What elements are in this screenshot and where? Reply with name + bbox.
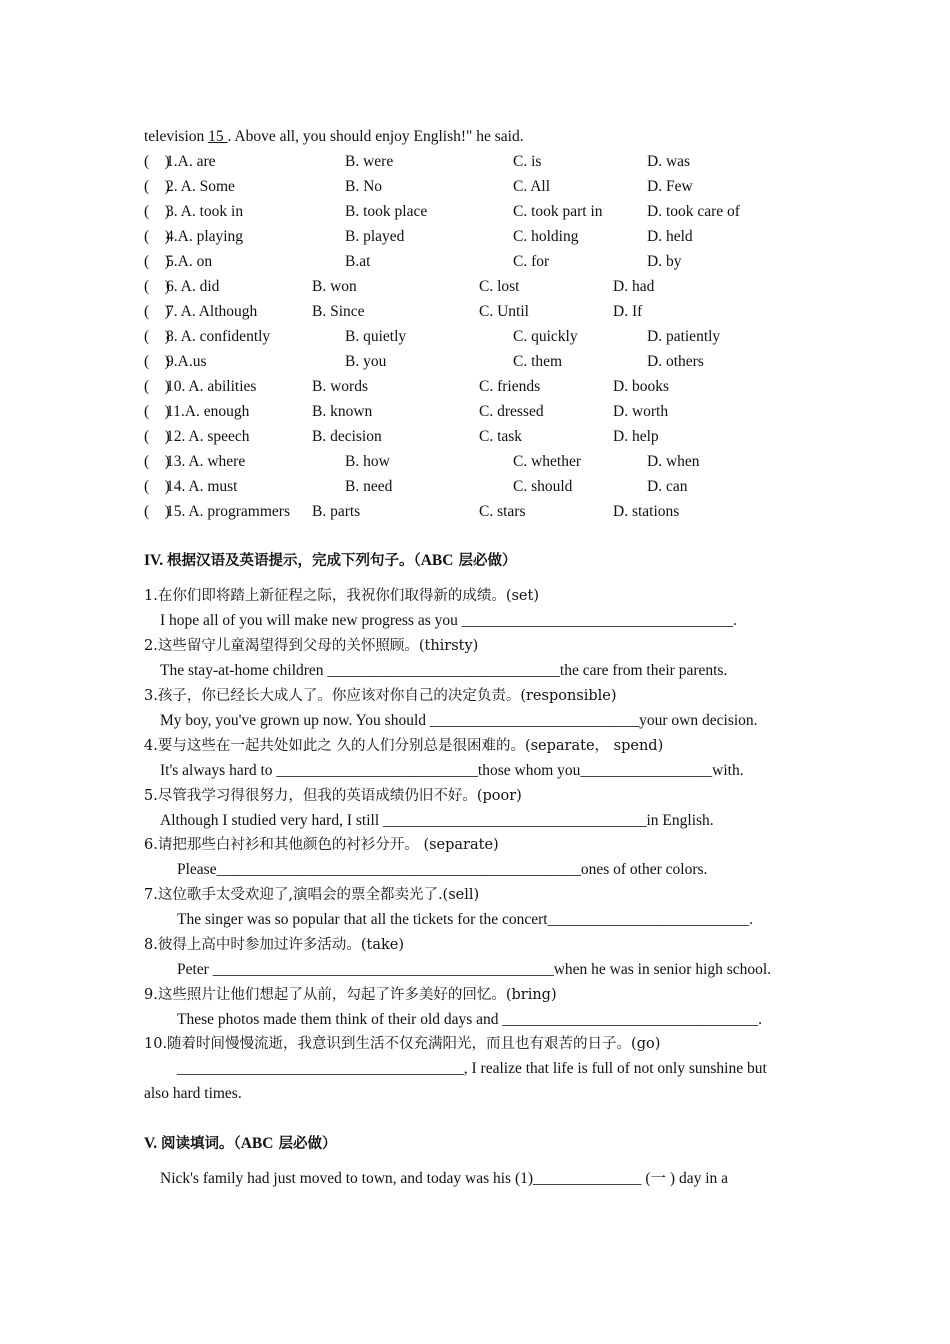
option-d: D. held bbox=[647, 228, 693, 245]
option-c: C. them bbox=[513, 353, 563, 370]
option-c: C. should bbox=[513, 478, 573, 495]
option-d: D. took care of bbox=[647, 203, 740, 220]
s4-item-1-zh: 1.在你们即将踏上新征程之际，我祝你们取得新的成绩。(set) bbox=[144, 588, 539, 604]
option-d: D. when bbox=[647, 453, 700, 470]
option-d: D. stations bbox=[613, 503, 680, 520]
option-d: D. Few bbox=[647, 178, 693, 195]
option-b: B. words bbox=[312, 378, 368, 395]
mcq-row bbox=[144, 252, 844, 272]
option-a: 2. A. Some bbox=[166, 178, 235, 195]
s4-item-7-en: The singer was so popular that all the tickets for the concert__________________________. bbox=[177, 911, 753, 928]
option-a: 9.A.us bbox=[166, 353, 207, 370]
s4-item-3-zh: 3.孩子，你已经长大成人了。你应该对你自己的决定负责。(responsible) bbox=[144, 688, 617, 704]
s4-item-8-en: Peter ____________________________________________when he was in senior high school. bbox=[177, 961, 772, 978]
option-a: 10. A. abilities bbox=[166, 378, 257, 395]
s4-item-9-zh: 9.这些照片让他们想起了从前，勾起了许多美好的回忆。(bring) bbox=[144, 987, 557, 1003]
option-c: C. stars bbox=[479, 503, 526, 520]
option-b: B. parts bbox=[312, 503, 361, 520]
section-4-heading: IV. 根据汉语及英语提示，完成下列句子。（ABC 层必做） bbox=[144, 552, 517, 569]
s4-item-10-en-cont: also hard times. bbox=[144, 1085, 242, 1102]
answer-bracket: ( ) bbox=[144, 253, 170, 270]
option-b: B.at bbox=[345, 253, 371, 270]
option-b: B. No bbox=[345, 178, 383, 195]
mcq-row bbox=[144, 502, 844, 522]
option-d: D. by bbox=[647, 253, 682, 270]
option-c: C. quickly bbox=[513, 328, 578, 345]
answer-bracket: ( ) bbox=[144, 403, 170, 420]
mcq-row bbox=[144, 302, 844, 322]
mcq-row bbox=[144, 327, 844, 347]
answer-bracket: ( ) bbox=[144, 453, 170, 470]
option-d: D. worth bbox=[613, 403, 669, 420]
mcq-row bbox=[144, 277, 844, 297]
option-b: B. you bbox=[345, 353, 387, 370]
answer-bracket: ( ) bbox=[144, 378, 170, 395]
option-b: B. quietly bbox=[345, 328, 407, 345]
option-c: C. for bbox=[513, 253, 550, 270]
s4-item-8-zh: 8.彼得上高中时参加过许多活动。(take) bbox=[144, 937, 404, 953]
option-c: C. is bbox=[513, 153, 542, 170]
answer-bracket: ( ) bbox=[144, 303, 170, 320]
option-b: B. were bbox=[345, 153, 394, 170]
option-b: B. played bbox=[345, 228, 405, 245]
option-a: 12. A. speech bbox=[166, 428, 250, 445]
answer-bracket: ( ) bbox=[144, 278, 170, 295]
mcq-row bbox=[144, 377, 844, 397]
option-c: C. lost bbox=[479, 278, 520, 295]
answer-bracket: ( ) bbox=[144, 228, 170, 245]
answer-bracket: ( ) bbox=[144, 328, 170, 345]
s4-item-6-en: Please_______________________________________________ones of other colors. bbox=[177, 861, 708, 878]
intro-text-before: television bbox=[144, 128, 209, 145]
option-d: D. others bbox=[647, 353, 704, 370]
option-c: C. took part in bbox=[513, 203, 603, 220]
s4-item-2-zh: 2.这些留守儿童渴望得到父母的关怀照顾。(thirsty) bbox=[144, 638, 479, 654]
answer-bracket: ( ) bbox=[144, 203, 170, 220]
s4-item-9-en: These photos made them think of their old days and _________________________________. bbox=[177, 1011, 763, 1028]
mcq-row bbox=[144, 177, 844, 197]
option-a: 5.A. on bbox=[166, 253, 213, 270]
mcq-row bbox=[144, 202, 844, 222]
option-b: B. need bbox=[345, 478, 393, 495]
option-a: 7. A. Although bbox=[166, 303, 258, 320]
option-a: 4.A. playing bbox=[166, 228, 244, 245]
mcq-row bbox=[144, 452, 844, 472]
s4-item-10-zh: 10.随着时间慢慢流逝，我意识到生活不仅充满阳光，而且也有艰苦的日子。(go) bbox=[144, 1036, 661, 1052]
section-5-heading: V. 阅读填词。（ABC 层必做） bbox=[144, 1135, 337, 1152]
option-c: C. Until bbox=[479, 303, 529, 320]
option-a: 3. A. took in bbox=[166, 203, 244, 220]
option-a: 15. A. programmers bbox=[166, 503, 290, 520]
s4-item-1-en: I hope all of you will make new progress as you ___________________________________. bbox=[160, 612, 737, 629]
mcq-row bbox=[144, 427, 844, 447]
s5-passage-start: Nick's family had just moved to town, and today was his (1)______________ (一 ) day in a bbox=[160, 1170, 729, 1187]
option-d: D. patiently bbox=[647, 328, 721, 345]
option-d: D. If bbox=[613, 303, 643, 320]
answer-bracket: ( ) bbox=[144, 178, 170, 195]
answer-bracket: ( ) bbox=[144, 503, 170, 520]
mcq-row bbox=[144, 227, 844, 247]
option-c: C. whether bbox=[513, 453, 582, 470]
option-c: C. dressed bbox=[479, 403, 544, 420]
option-b: B. took place bbox=[345, 203, 428, 220]
s4-item-10-en: _____________________________________, I realize that life is full of not only sunshine but bbox=[177, 1060, 767, 1077]
option-b: B. known bbox=[312, 403, 373, 420]
intro-text-after: . Above all, you should enjoy English!" he said. bbox=[227, 128, 524, 145]
option-a: 6. A. did bbox=[166, 278, 220, 295]
mcq-row bbox=[144, 402, 844, 422]
mcq-row bbox=[144, 477, 844, 497]
option-a: 14. A. must bbox=[166, 478, 238, 495]
option-d: D. help bbox=[613, 428, 659, 445]
option-a: 11.A. enough bbox=[166, 403, 250, 420]
option-d: D. can bbox=[647, 478, 688, 495]
option-b: B. Since bbox=[312, 303, 365, 320]
option-a: 13. A. where bbox=[166, 453, 246, 470]
answer-bracket: ( ) bbox=[144, 428, 170, 445]
s4-item-5-en: Although I studied very hard, I still __________________________________in English. bbox=[160, 812, 714, 829]
option-b: B. how bbox=[345, 453, 390, 470]
option-c: C. All bbox=[513, 178, 551, 195]
option-a: 8. A. confidently bbox=[166, 328, 271, 345]
option-b: B. won bbox=[312, 278, 357, 295]
option-d: D. had bbox=[613, 278, 655, 295]
mcq-row bbox=[144, 352, 844, 372]
s4-item-7-zh: 7.这位歌手太受欢迎了,演唱会的票全都卖光了.(sell) bbox=[144, 887, 480, 903]
s4-item-4-en: It's always hard to __________________________those whom you_________________with. bbox=[160, 762, 744, 779]
option-a: 1.A. are bbox=[166, 153, 216, 170]
intro-line bbox=[144, 127, 524, 147]
mcq-row bbox=[144, 152, 844, 172]
option-b: B. decision bbox=[312, 428, 382, 445]
option-d: D. was bbox=[647, 153, 691, 170]
answer-bracket: ( ) bbox=[144, 353, 170, 370]
s4-item-5-zh: 5.尽管我学习得很努力，但我的英语成绩仍旧不好。(poor) bbox=[144, 788, 522, 804]
option-c: C. friends bbox=[479, 378, 541, 395]
s4-item-3-en: My boy, you've grown up now. You should ___________________________your own decision. bbox=[160, 712, 758, 729]
option-c: C. holding bbox=[513, 228, 579, 245]
s4-item-4-zh: 4.要与这些在一起共处如此之 久的人们分别总是很困难的。(separate， spend) bbox=[144, 738, 664, 754]
s4-item-2-en: The stay-at-home children ______________________________the care from their parents. bbox=[160, 662, 728, 679]
answer-bracket: ( ) bbox=[144, 478, 170, 495]
s4-item-6-zh: 6.请把那些白衬衫和其他颜色的衬衫分开。 (separate) bbox=[144, 837, 499, 853]
blank-15: 15 bbox=[208, 128, 228, 145]
option-c: C. task bbox=[479, 428, 523, 445]
option-d: D. books bbox=[613, 378, 669, 395]
answer-bracket: ( ) bbox=[144, 153, 170, 170]
